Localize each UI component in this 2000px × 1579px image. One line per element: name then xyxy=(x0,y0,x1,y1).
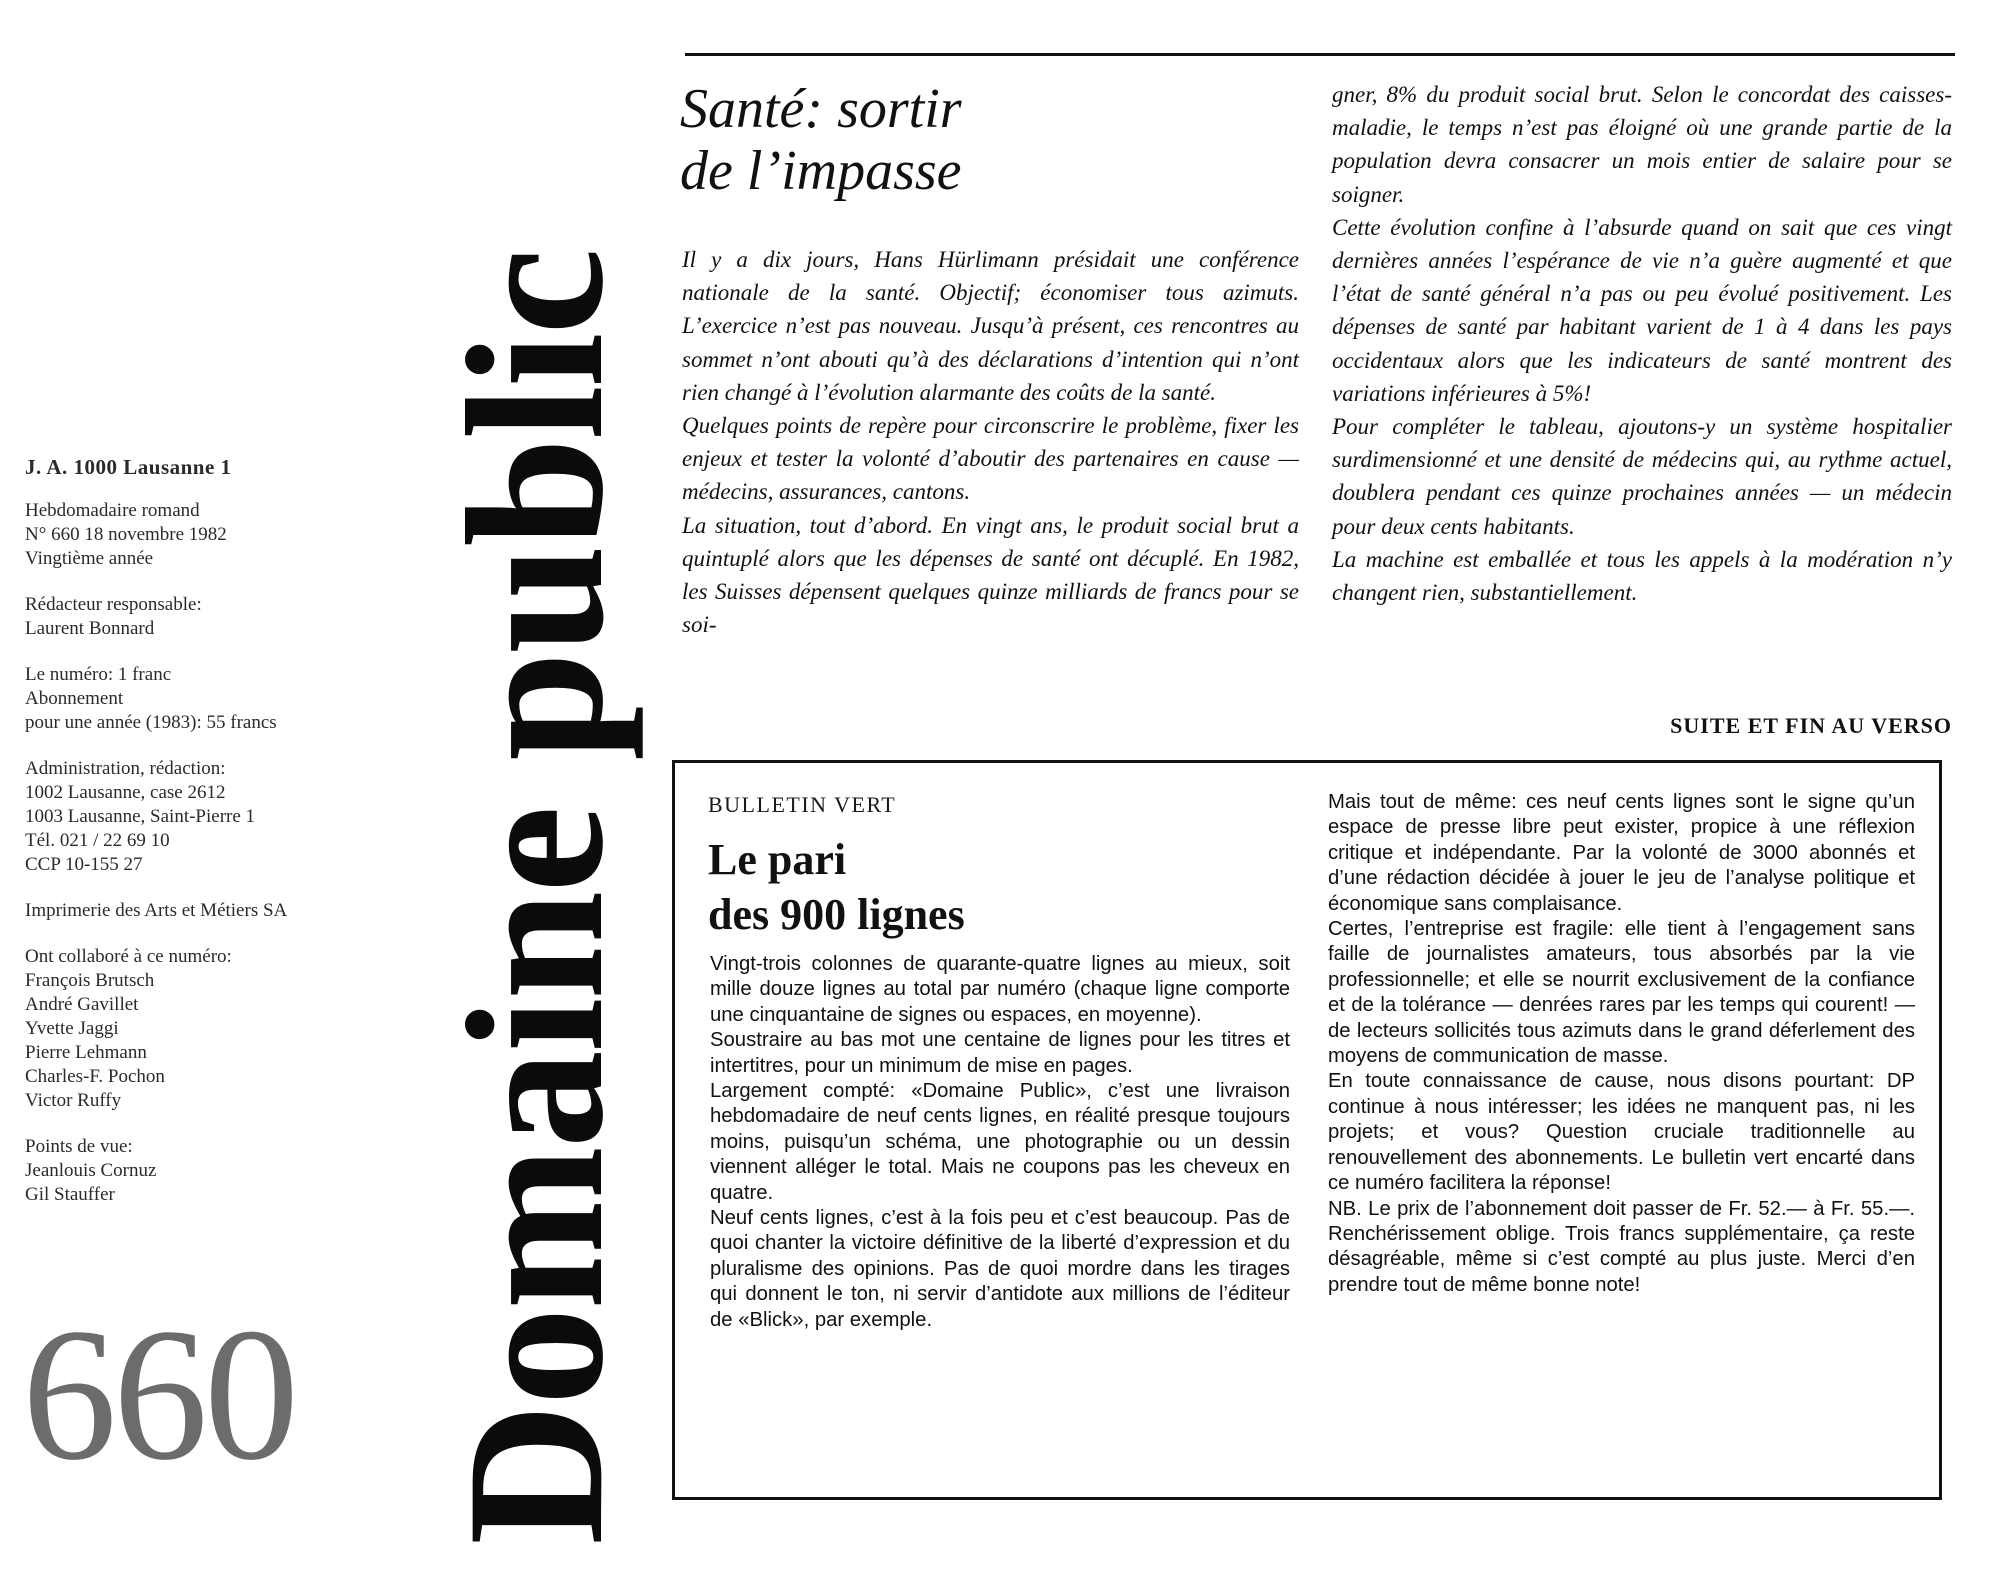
pub-issue-date: N° 660 18 novembre 1982 xyxy=(25,524,227,545)
bulletin-column-1 xyxy=(710,952,1290,1333)
contributor-name: Yvette Jaggi xyxy=(25,1018,119,1039)
bulletin-paragraph: Neuf cents lignes, c’est à la fois peu et c’est beaucoup. Pas de quoi chanter la victoire définitive de la liberté d’expression et du pluralisme des opinions. Pas de quoi mordre dans les tirages qui donnent le ton, ni servir d’antidote aux millions de l’éditeur de «Blick», par exemple. xyxy=(710,1207,1290,1331)
viewpoints-info xyxy=(25,1135,355,1207)
printer-name: Imprimerie des Arts et Métiers SA xyxy=(25,900,288,921)
bulletin-kicker: BULLETIN VERT xyxy=(708,792,897,817)
admin-address-1: 1002 Lausanne, case 2612 xyxy=(25,782,226,803)
contributor-name: Victor Ruffy xyxy=(25,1090,122,1111)
admin-address-2: 1003 Lausanne, Saint-Pierre 1 xyxy=(25,806,256,827)
article-paragraph: La machine est emballée et tous les appels à la modération n’y changent rien, substantiellement. xyxy=(1332,546,1952,606)
contributors-info xyxy=(25,945,355,1113)
contributor-name: François Brutsch xyxy=(25,970,155,991)
bulletin-paragraph: Vingt-trois colonnes de quarante-quatre lignes au mieux, soit mille douze lignes au total par numéro (chaque ligne comporte une cinquantaine de signes ou espaces, en moyenne). xyxy=(710,953,1290,1026)
publication-info xyxy=(25,499,355,571)
bulletin-paragraph: NB. Le prix de l’abonnement doit passer de Fr. 52.— à Fr. 55.—. Renchérissement oblige. Trois francs supplémentaire, ça reste désagréable, même si c’est compté au plus juste. Merci d’en prendre tout de même bonne note! xyxy=(1328,1197,1915,1296)
contributors-label: Ont collaboré à ce numéro: xyxy=(25,946,232,967)
viewpoint-author: Gil Stauffer xyxy=(25,1184,115,1205)
article-paragraph: Pour compléter le tableau, ajoutons-y un système hospitalier surdimensionné et une densité de médecins qui, au rythme actuel, doublera pendant ces quinze prochaines années — un médecin pour deux cents habitants. xyxy=(1332,414,1952,539)
article-paragraph: Cette évolution confine à l’absurde quand on sait que ces vingt dernières années l’espérance de vie n’a guère augmenté et que l’état de santé général n’a pas ou peu évolué positivement. Les dépenses de santé par habitant varient de 1 à 4 dans les pays occidentaux alors que les indicateurs de santé montrent des variations inférieures à 5%! xyxy=(1332,214,1952,406)
article-column-1 xyxy=(682,243,1299,641)
admin-phone: Tél. 021 / 22 69 10 xyxy=(25,830,170,851)
contributor-name: André Gavillet xyxy=(25,994,139,1015)
article-title-line-2: de l’impasse xyxy=(680,140,962,202)
bulletin-title-line-1: Le pari xyxy=(708,835,847,884)
bulletin-column-2 xyxy=(1328,790,1915,1298)
viewpoint-author: Jeanlouis Cornuz xyxy=(25,1160,157,1181)
admin-ccp: CCP 10-155 27 xyxy=(25,854,143,875)
viewpoints-label: Points de vue: xyxy=(25,1136,133,1157)
bulletin-title xyxy=(708,832,965,942)
masthead-title: Domaine public xyxy=(427,249,644,1545)
pub-year: Vingtième année xyxy=(25,548,154,569)
printer-info xyxy=(25,899,355,923)
bulletin-paragraph: En toute connaissance de cause, nous disons pourtant: DP continue à nous intéresser; les idées ne manquent pas, ni les projets; et vous? Question cruciale traditionnelle au renouvellement des abonnements. Le bulletin vert encarté dans ce numéro facilitera la réponse! xyxy=(1328,1070,1915,1195)
bulletin-title-line-2: des 900 lignes xyxy=(708,890,965,939)
contributor-name: Charles-F. Pochon xyxy=(25,1066,165,1087)
article-column-2 xyxy=(1332,78,1952,609)
price-info xyxy=(25,663,355,735)
article-title xyxy=(680,78,1280,202)
subscription-label: Abonnement xyxy=(25,688,124,709)
bulletin-paragraph: Largement compté: «Domaine Public», c’est une livraison hebdomadaire de neuf cents lignes, en réalité presque toujours moins, puisqu’un schéma, une photographie ou un dessin viennent alléger le total. Mais ne coupons pas les cheveux en quatre. xyxy=(710,1080,1290,1204)
top-rule-divider xyxy=(685,53,1955,56)
issue-number: 660 xyxy=(22,1290,295,1500)
continued-notice: SUITE ET FIN AU VERSO xyxy=(1670,713,1952,738)
admin-label: Administration, rédaction: xyxy=(25,758,226,779)
editor-info xyxy=(25,593,355,641)
bulletin-paragraph: Certes, l’entreprise est fragile: elle tient à l’engagement sans faille de journalistes amateurs, tous absorbés par la vie professionnelle; et elle se nourrit exclusivement de la confiance et de la tolérance — denrées rares par les temps qui courent! — de lecteurs sollicités tous azimuts dans le grand déferlement des moyens de communication de masse. xyxy=(1328,918,1915,1068)
bulletin-paragraph: Soustraire au bas mot une centaine de lignes pour les titres et intertitres, pour un minimum de mise en pages. xyxy=(710,1029,1290,1077)
admin-info xyxy=(25,757,355,877)
bulletin-paragraph: Mais tout de même: ces neuf cents lignes sont le signe qu’un espace de presse libre peut exister, propice à une réflexion critique et indépendante. Par la volonté de 3000 abonnés et d’une rédaction décidée à jouer le jeu de l’analyse politique et économique sans complaisance. xyxy=(1328,791,1915,915)
article-paragraph: La situation, tout d’abord. En vingt ans, le produit social brut a quintuplé alors que les dépenses de santé ont décuplé. En 1982, les Suisses dépensent quelques quinze milliards de francs pour se soi- xyxy=(682,512,1299,638)
subscription-price: pour une année (1983): 55 francs xyxy=(25,712,277,733)
editor-label: Rédacteur responsable: xyxy=(25,594,202,615)
price-line: Le numéro: 1 franc xyxy=(25,664,172,685)
contributor-name: Pierre Lehmann xyxy=(25,1042,147,1063)
colophon xyxy=(25,455,355,1229)
article-paragraph: gner, 8% du produit social brut. Selon le concordat des caisses-maladie, le temps n’est pas éloigné où une grande partie de la population devra consacrer un mois entier de salaire pour se soigner. xyxy=(1332,82,1952,207)
editor-name: Laurent Bonnard xyxy=(25,618,155,639)
article-paragraph: Quelques points de repère pour circonscrire le problème, fixer les enjeux et tester la volonté d’aboutir des partenaires en cause — médecins, assurances, cantons. xyxy=(682,413,1299,505)
pub-frequency: Hebdomadaire romand xyxy=(25,500,200,521)
article-title-line-1: Santé: sortir xyxy=(680,78,962,140)
article-paragraph: Il y a dix jours, Hans Hürlimann présidait une conférence nationale de la santé. Objectif; économiser tous azimuts. L’exercice n’est pas nouveau. Jusqu’à présent, ces rencontres au sommet n’ont abouti qu’à des déclarations d’intention qui n’ont rien changé à l’évolution alarmante des coûts de la santé. xyxy=(682,247,1299,405)
postal-line: J. A. 1000 Lausanne 1 xyxy=(25,455,232,479)
